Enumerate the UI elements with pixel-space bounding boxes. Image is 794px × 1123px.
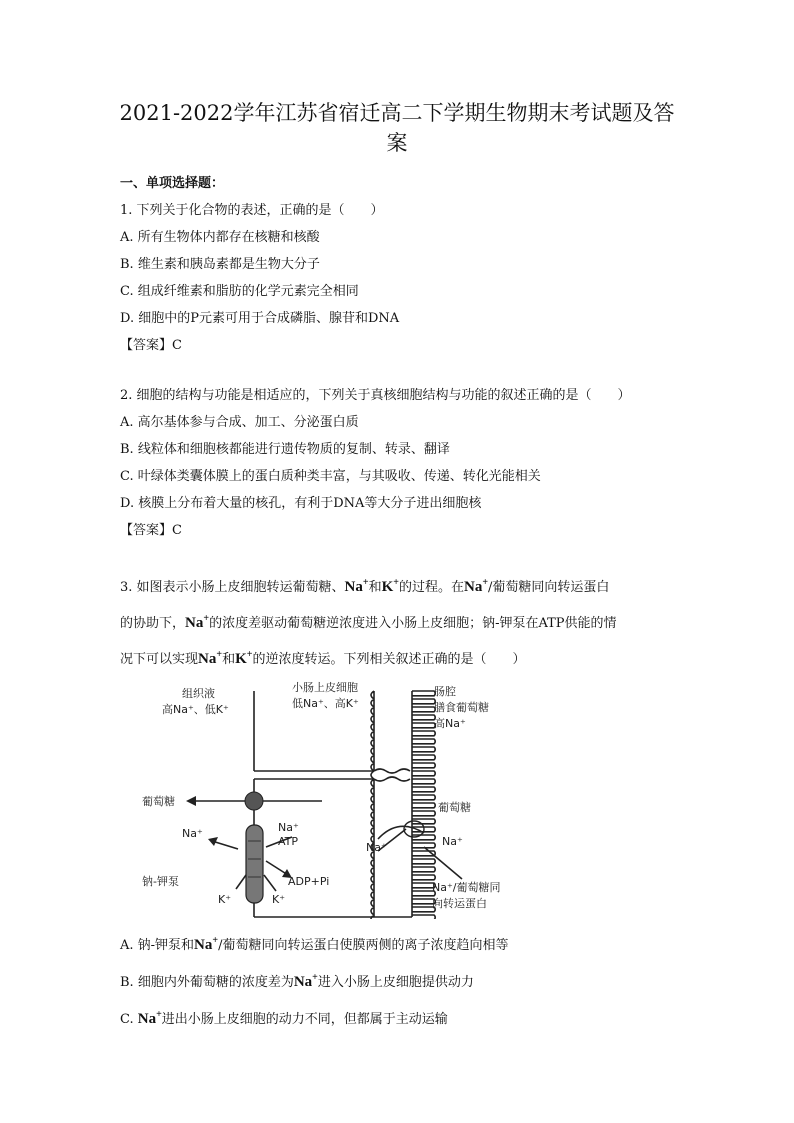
transport-diagram [142, 679, 542, 919]
question-2-option-d: D. 核膜上分布着大量的核孔，有利于DNA等大分子进出细胞核 [120, 496, 482, 511]
question-2-stem: 2. 细胞的结构与功能是相适应的，下列关于真核细胞结构与功能的叙述正确的是（ ） [120, 388, 631, 403]
label-na-right-1: Na⁺ [442, 835, 463, 848]
label-tissue-fluid: 组织液 [182, 687, 215, 700]
label-atp: ATP [278, 835, 299, 848]
label-na-out: Na⁺ [182, 827, 203, 840]
title-line-2: 案 [386, 131, 408, 155]
question-1-option-c: C. 组成纤维素和脂肪的化学元素完全相同 [120, 284, 359, 299]
question-1-option-b: B. 维生素和胰岛素都是生物大分子 [120, 257, 320, 272]
question-2-answer: 【答案】C [120, 523, 182, 538]
glucose-uniporter [245, 792, 263, 810]
label-cell-conc: 低Na⁺、高K⁺ [292, 697, 359, 710]
question-3-stem-line-1: 3. 如图表示小肠上皮细胞转运葡萄糖、Na+和K+的过程。在Na+/葡萄糖同向转运蛋白 [120, 577, 610, 595]
na-out-arrowhead [208, 837, 218, 846]
sodium-ion: Na+ [185, 613, 210, 631]
label-k-out: K⁺ [218, 893, 232, 906]
question-2 [120, 382, 680, 544]
question-2-option-a: A. 高尔基体参与合成、加工、分泌蛋白质 [120, 415, 359, 430]
label-lumen-conc: 高Na⁺ [434, 717, 466, 730]
potassium-ion: K+ [381, 577, 399, 595]
transport-diagram-svg [142, 679, 542, 919]
k-in-line-left [236, 875, 246, 889]
label-na-in: Na⁺ [278, 821, 299, 834]
sodium-potassium-pump [246, 825, 263, 903]
question-1-answer: 【答案】C [120, 338, 182, 353]
label-na-right-2: Na⁺ [366, 841, 387, 854]
label-lumen: 肠腔 [434, 685, 456, 698]
glucose-arrowhead [186, 796, 196, 806]
label-k-in: K⁺ [272, 893, 286, 906]
sodium-ion: Na+ [344, 577, 369, 595]
k-in-line-right [264, 875, 276, 891]
question-3-stem-line-2: 的协助下，Na+的浓度差驱动葡萄糖逆浓度进入小肠上皮细胞；钠-钾泵在ATP供能的情 [120, 613, 617, 631]
question-1-stem: 1. 下列关于化合物的表述，正确的是（ ） [120, 203, 384, 218]
sodium-ion: Na+ [194, 935, 219, 953]
document-body [120, 170, 680, 1036]
label-cotransporter-2: 向转运蛋白 [432, 897, 487, 910]
label-glucose-left: 葡萄糖 [142, 795, 175, 808]
junction-knot-bottom [374, 777, 410, 781]
na-out-arrow [212, 841, 238, 849]
question-3 [120, 567, 680, 1036]
question-3-stem-line-3: 况下可以实现Na+和K+的逆浓度转运。下列相关叙述正确的是（ ） [120, 649, 526, 667]
sodium-ion: Na+ [198, 649, 223, 667]
question-3-option-c: C. Na+进出小肠上皮细胞的动力不同，但都属于主动运输 [120, 1009, 448, 1027]
potassium-ion: K+ [235, 649, 253, 667]
title-line-1: 2021-2022学年江苏省宿迁高二下学期生物期末考试题及答 [119, 101, 675, 125]
label-glucose-right: 葡萄糖 [438, 801, 471, 814]
sodium-ion: Na+ [464, 577, 489, 595]
question-3-option-b: B. 细胞内外葡萄糖的浓度差为Na+进入小肠上皮细胞提供动力 [120, 972, 474, 990]
sodium-ion: Na+ [137, 1009, 162, 1027]
document-title [100, 98, 694, 158]
junction-knot-top [374, 769, 410, 773]
question-3-option-a: A. 钠-钾泵和Na+/葡萄糖同向转运蛋白使膜两侧的离子浓度趋向相等 [120, 935, 509, 953]
label-pump: 钠-钾泵 [142, 875, 179, 888]
label-cotransporter-1: Na⁺/葡萄糖同 [432, 881, 501, 894]
question-2-option-b: B. 线粒体和细胞核都能进行遗传物质的复制、转录、翻译 [120, 442, 450, 457]
label-tissue-conc: 高Na⁺、低K⁺ [162, 703, 229, 716]
sodium-ion: Na+ [293, 972, 318, 990]
question-2-option-c: C. 叶绿体类囊体膜上的蛋白质种类丰富，与其吸收、传递、转化光能相关 [120, 469, 541, 484]
question-1-option-d: D. 细胞中的P元素可用于合成磷脂、腺苷和DNA [120, 311, 400, 326]
label-adp: ADP+Pi [288, 875, 330, 888]
microvilli-membrane [371, 691, 435, 919]
question-1-option-a: A. 所有生物体内都存在核糖和核酸 [120, 230, 320, 245]
label-lumen-glucose: 膳食葡萄糖 [434, 701, 489, 714]
question-1 [120, 197, 680, 359]
label-cell: 小肠上皮细胞 [292, 681, 358, 694]
section-heading: 一、单项选择题： [120, 176, 225, 191]
